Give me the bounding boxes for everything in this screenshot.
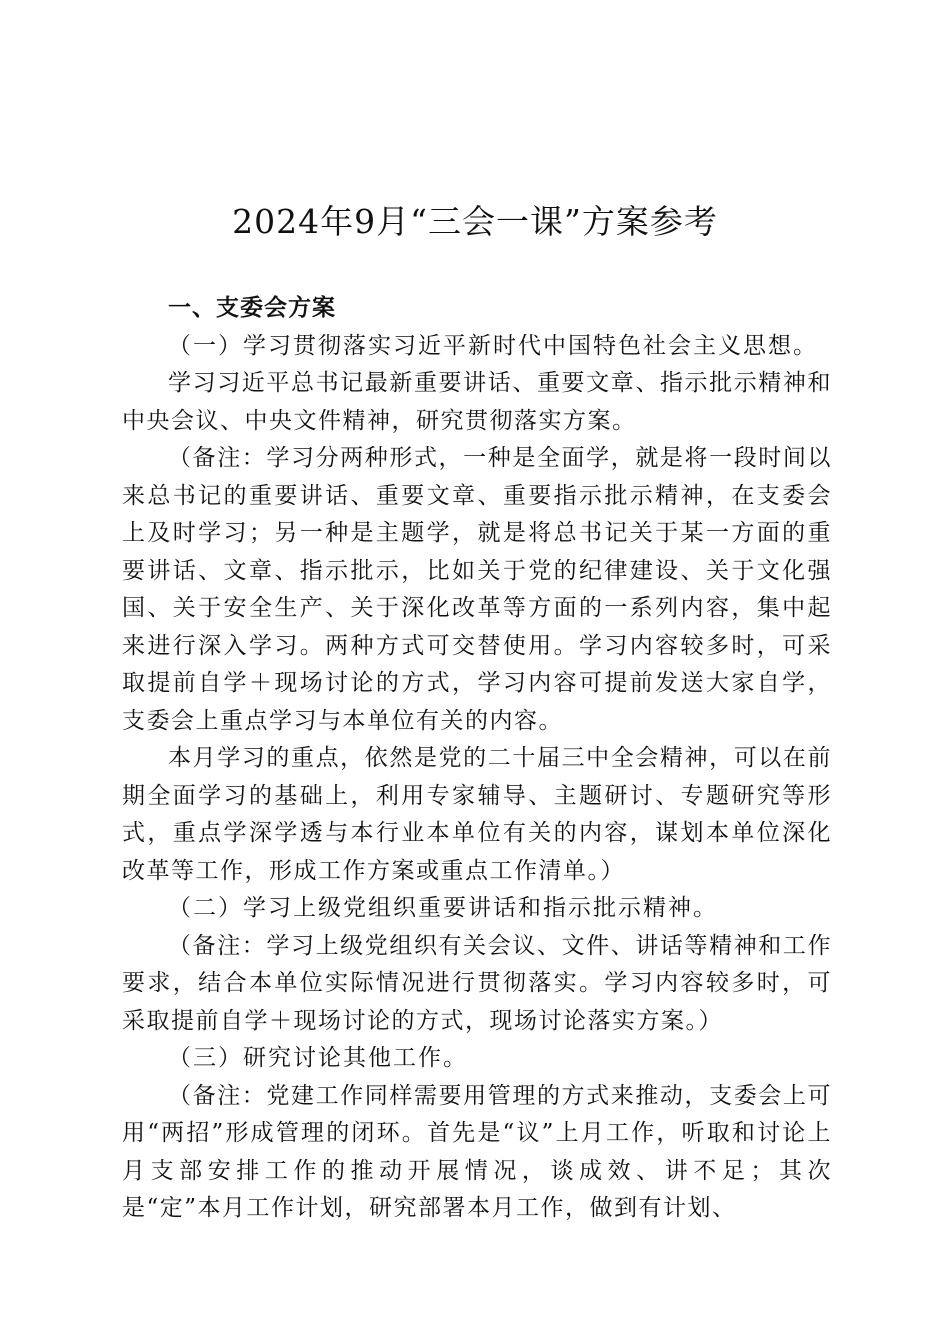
section-heading-1: 一、支委会方案 xyxy=(168,295,336,321)
body-paragraph: （备注：学习分两种形式，一种是全面学，就是将一段时间以来总书记的重要讲话、重要文章、重要指示批示精神，在支委会上及时学习；另一种是主题学，就是将总书记关于某一方面的重要讲话、文章、指示批示，比如关于党的纪律建设、关于文化强国、关于安全生产、关于深化改革等方面的一系列内容，集中起来进行深入学习。两种方式可交替使用。学习内容较多时，可采取提前自学＋现场讨论的方式，学习内容可提前发送大家自学，支委会上重点学习与本单位有关的内容。 xyxy=(122,445,832,734)
document-title: 2024年9月“三会一课”方案参考 xyxy=(232,202,718,241)
subsection-heading-2: （二）学习上级党组织重要讲话和指示批示精神。 xyxy=(168,895,718,921)
subsection-heading-3: （三）研究讨论其他工作。 xyxy=(168,1045,468,1071)
body-paragraph: 学习习近平总书记最新重要讲话、重要文章、指示批示精神和中央会议、中央文件精神，研究贯彻落实方案。 xyxy=(122,370,832,434)
body-paragraph: 本月学习的重点，依然是党的二十届三中全会精神，可以在前期全面学习的基础上，利用专家辅导、主题研讨、专题研究等形式，重点学深学透与本行业本单位有关的内容，谋划本单位深化改革等工作，形成工作方案或重点工作清单。） xyxy=(122,745,832,884)
subsection-heading-1: （一）学习贯彻落实习近平新时代中国特色社会主义思想。 xyxy=(168,332,818,359)
body-paragraph: （备注：学习上级党组织有关会议、文件、讲话等精神和工作要求，结合本单位实际情况进行贯彻落实。学习内容较多时，可采取提前自学＋现场讨论的方式，现场讨论落实方案。） xyxy=(122,932,832,1034)
document-body xyxy=(122,290,832,1228)
body-paragraph: （备注：党建工作同样需要用管理的方式来推动，支委会上可用“两招”形成管理的闭环。首先是“议”上月工作，听取和讨论上月支部安排工作的推动开展情况，谈成效、讲不足；其次是“定”本月工作计划，研究部署本月工作，做到有计划、 xyxy=(122,1082,832,1221)
